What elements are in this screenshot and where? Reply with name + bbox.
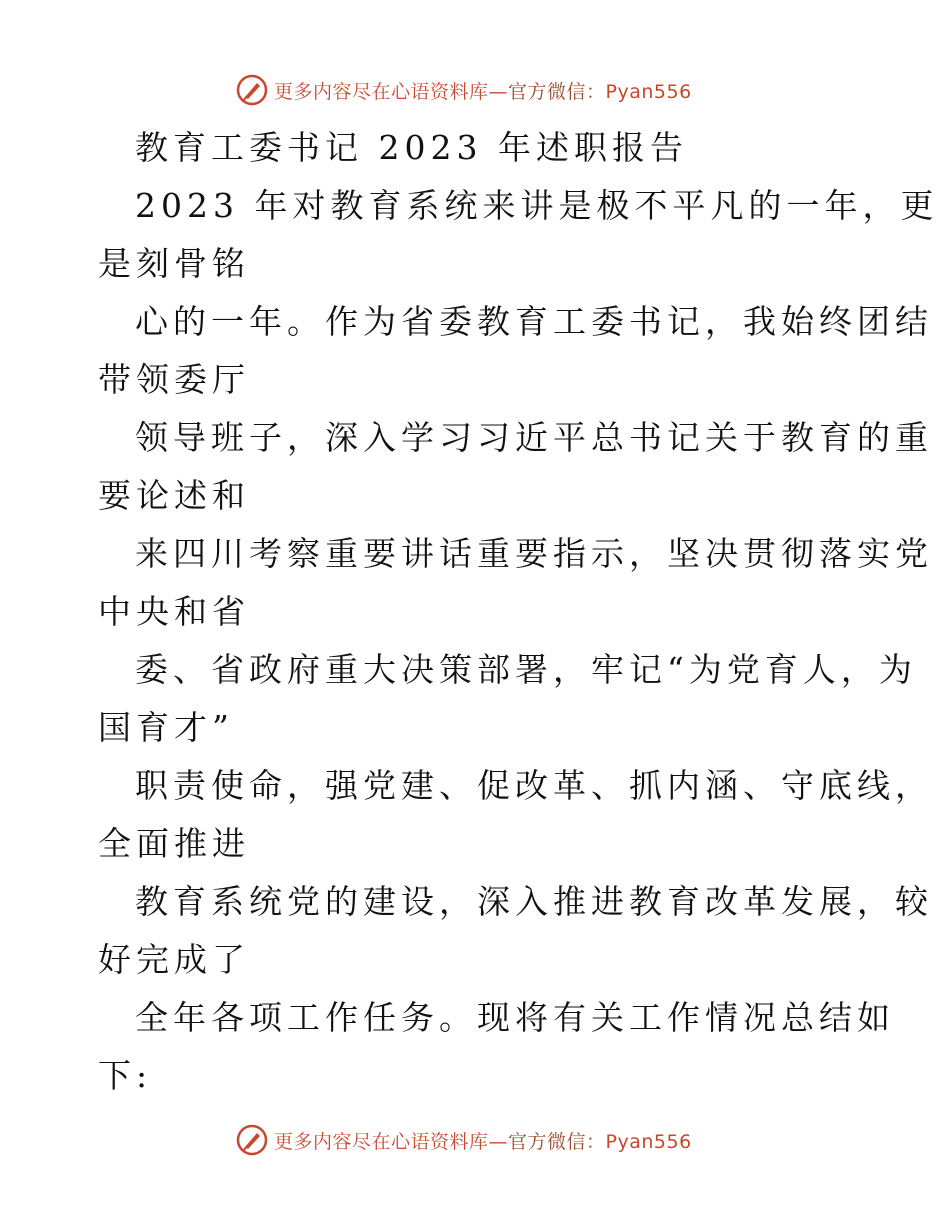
body-line: 教育系统党的建设，深入推进教育改革发展，较: [135, 882, 933, 921]
body-line: 要论述和: [98, 476, 250, 515]
body-line: 全年各项工作任务。现将有关工作情况总结如: [135, 998, 895, 1037]
header-watermark: [236, 73, 692, 107]
watermark-wechat-id: Pyan556: [605, 80, 692, 103]
body-line: 领导班子，深入学习习近平总书记关于教育的重: [135, 418, 933, 457]
watermark-wechat-label: 官方微信：: [508, 1130, 606, 1153]
watermark-lead: 更多内容尽在心语资料库: [274, 1130, 489, 1153]
body-line: 来四川考察重要讲话重要指示，坚决贯彻落实党: [135, 534, 933, 573]
quill-pen-logo-icon: [236, 74, 268, 106]
watermark-lead: 更多内容尽在心语资料库: [274, 80, 489, 103]
body-line: 2023 年对教育系统来讲是极不平凡的一年，更: [135, 186, 939, 225]
body-line: 国育才”: [98, 708, 234, 747]
body-line: 中央和省: [98, 592, 250, 631]
quill-pen-logo-icon: [236, 1124, 268, 1156]
body-line: 是刻骨铭: [98, 244, 250, 283]
body-line: 好完成了: [98, 940, 250, 979]
body-line: 带领委厅: [98, 360, 250, 399]
footer-watermark: [236, 1123, 692, 1157]
watermark-dash: —: [488, 80, 509, 103]
watermark-wechat-label: 官方微信：: [508, 80, 606, 103]
body-line: 职责使命，强党建、促改革、抓内涵、守底线，: [135, 766, 933, 805]
body-line: 全面推进: [98, 824, 250, 863]
watermark-dash: —: [488, 1130, 509, 1153]
body-line: 心的一年。作为省委教育工委书记，我始终团结: [135, 302, 933, 341]
watermark-text: [274, 1127, 692, 1154]
body-line: 下:: [98, 1056, 153, 1095]
body-line: 委、省政府重大决策部署，牢记“为党育人，为: [135, 650, 917, 689]
watermark-wechat-id: Pyan556: [605, 1130, 692, 1153]
document-title: 教育工委书记 2023 年述职报告: [135, 128, 688, 167]
watermark-text: [274, 77, 692, 104]
